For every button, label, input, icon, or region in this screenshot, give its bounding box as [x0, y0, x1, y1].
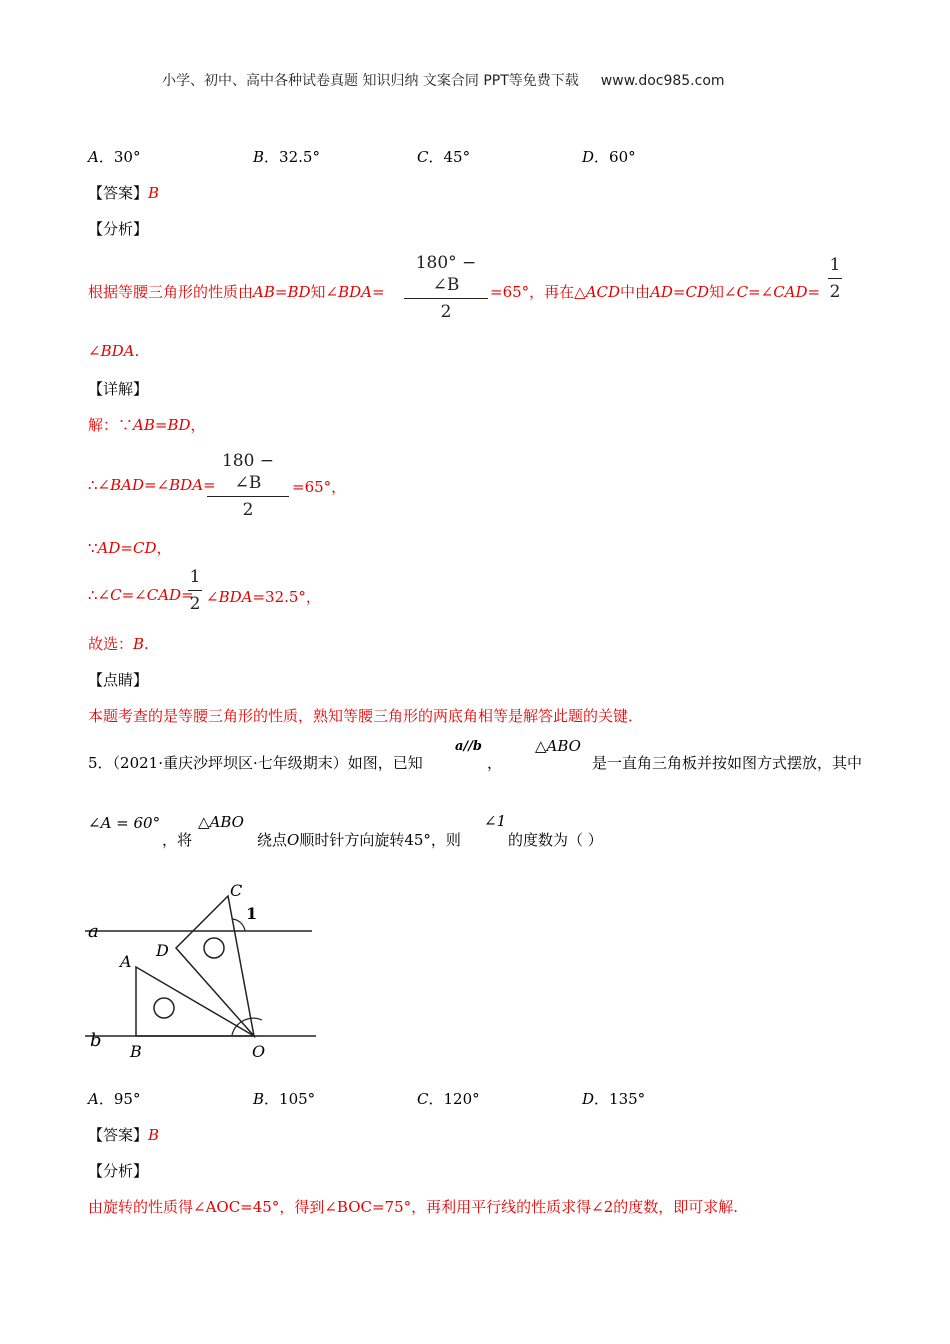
q4-detail-line1: 解：∵AB=BD， [88, 416, 206, 434]
q5-option-a: A．95° [88, 1090, 141, 1108]
label-A: A [120, 952, 132, 971]
triangle-dco-hole [204, 938, 224, 958]
q4-detail-tag: 【详解】 [88, 380, 149, 398]
header-text: 小学、初中、高中各种试卷真题 知识归纳 文案合同 PPT等免费下载 [162, 73, 579, 89]
q5-angle-1: ∠1 [484, 812, 507, 830]
q4-detail-line4-result: ∠BDA=32.5°， [206, 588, 321, 606]
q4-analysis-fraction: 180° − ∠B 2 [404, 252, 488, 323]
q4-analysis-part2: =65°，再在△ACD中由AD=CD知∠C=∠CAD= [490, 283, 821, 301]
q4-option-d: D．60° [582, 148, 636, 166]
q4-option-c: C．45° [417, 148, 471, 166]
q4-option-a: A．30° [88, 148, 141, 166]
q5-option-b: B．105° [253, 1090, 316, 1108]
q4-analysis-part1: 根据等腰三角形的性质由AB=BD知∠BDA= [88, 283, 385, 301]
q4-detail-line3: ∵AD=CD， [88, 539, 172, 557]
answer-tag: 【答案】 [88, 184, 149, 202]
q5-angle-a: ∠A = 60° [88, 814, 161, 832]
label-a: a [88, 921, 99, 942]
q4-detail-half: 1 2 [189, 567, 201, 614]
label-C: C [230, 881, 243, 900]
q4-detail-line5: 故选：B. [88, 635, 149, 653]
label-B: B [130, 1042, 142, 1061]
q4-detail-line2: ∴∠BAD=∠BDA= [88, 476, 216, 494]
label-D: D [156, 941, 169, 960]
q5-option-c: C．120° [417, 1090, 480, 1108]
q4-detail-line4: ∴∠C=∠CAD= [88, 586, 194, 604]
answer-tag: 【答案】 [88, 1126, 149, 1144]
q4-detail-fraction: 180 − ∠B 2 [207, 450, 289, 521]
q5-analysis-tag: 【分析】 [88, 1162, 149, 1180]
q5-triangle-abo: △ABO [535, 737, 581, 755]
q4-option-b: B．32.5° [253, 148, 320, 166]
header-banner [162, 70, 725, 90]
q5-figure [80, 875, 330, 1065]
answer-value: B [148, 1126, 160, 1144]
label-angle-1: 1 [246, 904, 258, 923]
q5-comma: ， [487, 754, 503, 772]
header-site-link[interactable]: www.doc985.com [600, 73, 725, 89]
q4-comment: 本题考查的是等腰三角形的性质，熟知等腰三角形的两底角相等是解答此题的关键． [88, 707, 644, 725]
label-b: b [90, 1030, 102, 1051]
q5-text2: ，将 [162, 831, 193, 849]
triangle-dco [176, 896, 254, 1036]
q5-text5: 的度数为（ ） [508, 831, 603, 849]
q5-analysis: 由旋转的性质得∠AOC=45°，得到∠BOC=75°，再利用平行线的性质求得∠2的度数，即可求解. [88, 1198, 739, 1216]
triangle-abo-hole [154, 998, 174, 1018]
label-O: O [252, 1042, 266, 1061]
q5-text3: 绕点O顺时针方向旋转45°，则 [257, 831, 461, 849]
q4-analysis-tag: 【分析】 [88, 220, 149, 238]
q5-a-parallel-b: a//b [455, 739, 483, 754]
q5-answer [88, 1124, 159, 1145]
q4-analysis-half: 1 2 [829, 255, 841, 302]
q5-stem-line1-end: 是一直角三角板并按如图方式摆放，其中 [592, 754, 863, 772]
q4-answer [88, 182, 159, 203]
q5-stem-line1: 5．（2021·重庆沙坪坝区·七年级期末）如图，已知 [88, 754, 423, 772]
q4-analysis-line2: ∠BDA. [88, 342, 140, 360]
q4-comment-tag: 【点睛】 [88, 671, 149, 689]
q5-option-d: D．135° [582, 1090, 646, 1108]
q5-triangle-abo-2: △ABO [198, 813, 244, 831]
q4-detail-line2-result: =65°， [292, 478, 347, 496]
answer-value: B [148, 184, 160, 202]
